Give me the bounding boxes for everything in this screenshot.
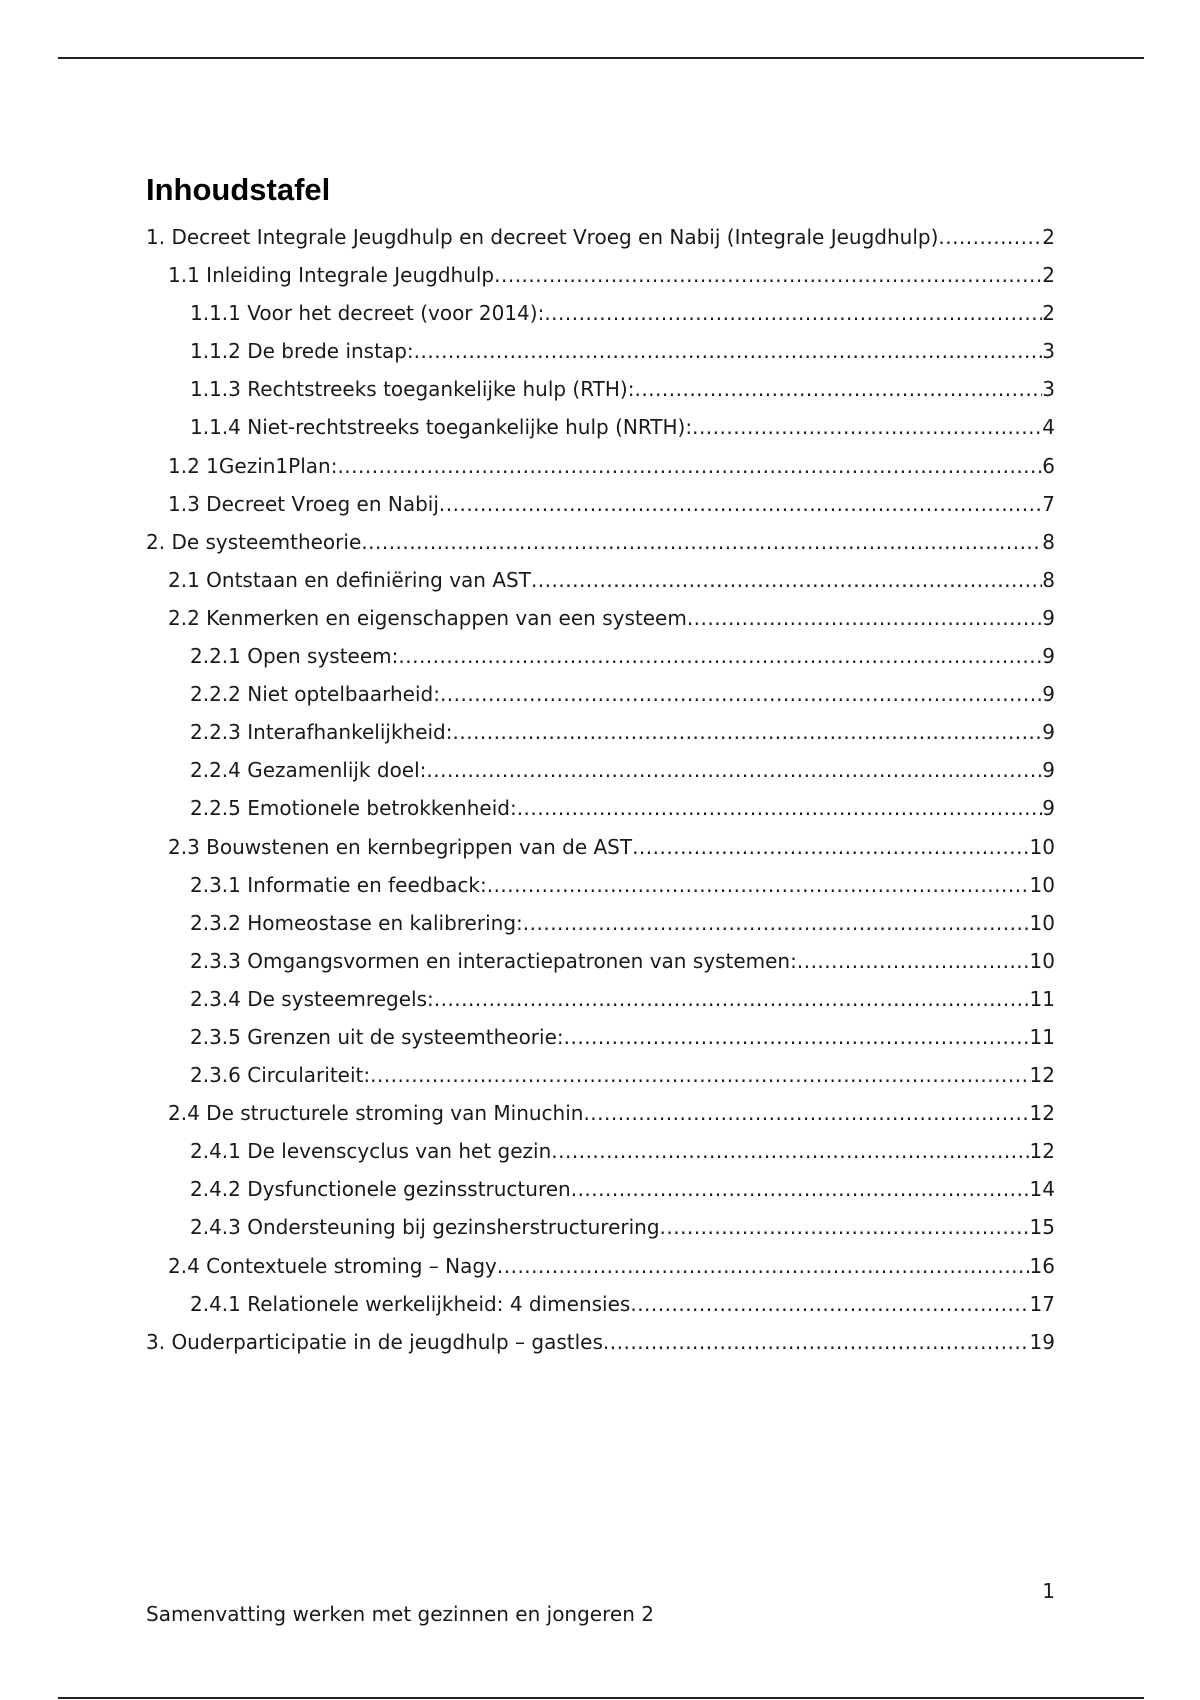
toc-entry-text: 2.4.1 De levenscyclus van het gezin: [190, 1139, 552, 1164]
toc-entry-page-number: 9: [1042, 682, 1055, 707]
toc-entry[interactable]: [146, 942, 1055, 980]
toc-entry-text: 2.1 Ontstaan en definiëring van AST: [168, 567, 531, 592]
toc-entry-text: 2.4.2 Dysfunctionele gezinsstructuren: [190, 1177, 571, 1202]
toc-entry-page-number: 12: [1029, 1063, 1055, 1088]
toc-dot-leader: [487, 866, 1030, 904]
toc-entry-text: 2.2.1 Open systeem:: [190, 644, 399, 669]
toc-entry-page-number: 11: [1029, 1024, 1055, 1049]
toc-title: Inhoudstafel: [146, 172, 331, 207]
toc-entry-text: 2.2.2 Niet optelbaarheid:: [190, 682, 440, 707]
toc-entry-page-number: 9: [1042, 758, 1055, 783]
toc-dot-leader: [337, 447, 1042, 485]
toc-entry-page-number: 3: [1042, 377, 1055, 402]
toc-entry-text: 2.3.3 Omgangsvormen en interactiepatronen van systemen:: [190, 948, 797, 973]
toc-entry-page-number: 10: [1029, 872, 1055, 897]
toc-entry[interactable]: [146, 218, 1055, 256]
header-rule: [58, 57, 1144, 59]
toc-dot-leader: [440, 675, 1042, 713]
toc-entry-text: 2.3 Bouwstenen en kernbegrippen van de AST: [168, 834, 633, 859]
toc-entry[interactable]: [146, 1094, 1055, 1132]
toc-entry[interactable]: [146, 1056, 1055, 1094]
toc-entry-text: 2. De systeemtheorie: [146, 529, 362, 554]
toc-entry-text: 2.2.4 Gezamenlijk doel:: [190, 758, 427, 783]
toc-entry-text: 2.2 Kenmerken en eigenschappen van een systeem: [168, 605, 687, 630]
toc-entry-page-number: 19: [1029, 1329, 1055, 1354]
toc-entry-text: 1.1.2 De brede instap:: [190, 339, 414, 364]
toc-entry[interactable]: [146, 828, 1055, 866]
toc-entry[interactable]: [146, 751, 1055, 789]
toc-dot-leader: [687, 599, 1042, 637]
page-number: 1: [1042, 1579, 1055, 1603]
toc-dot-leader: [531, 561, 1042, 599]
toc-entry-text: 2.4 Contextuele stroming – Nagy: [168, 1253, 497, 1278]
toc-entry-page-number: 10: [1029, 834, 1055, 859]
toc-entry-text: 1.3 Decreet Vroeg en Nabij: [168, 491, 439, 516]
toc-dot-leader: [583, 1094, 1029, 1132]
toc-dot-leader: [551, 1132, 1029, 1170]
toc-dot-leader: [497, 1247, 1030, 1285]
toc-entry-page-number: 2: [1042, 225, 1055, 249]
toc-dot-leader: [398, 637, 1042, 675]
toc-entry-text: 1. Decreet Integrale Jeugdhulp en decreet Vroeg en Nabij (Integrale Jeugdhulp): [146, 225, 939, 249]
toc-dot-leader: [632, 828, 1029, 866]
footer-document-title: Samenvatting werken met gezinnen en jongeren 2: [146, 1602, 654, 1626]
toc-entry[interactable]: [146, 1170, 1055, 1208]
toc-dot-leader: [523, 904, 1030, 942]
toc-entry-page-number: 6: [1042, 453, 1055, 478]
toc-entry[interactable]: [146, 637, 1055, 675]
table-of-contents: [146, 218, 1055, 1361]
toc-entry[interactable]: [146, 1247, 1055, 1285]
toc-dot-leader: [517, 789, 1043, 827]
toc-dot-leader: [434, 980, 1030, 1018]
toc-entry-page-number: 17: [1029, 1291, 1055, 1316]
toc-entry-text: 1.1.3 Rechtstreeks toegankelijke hulp (RTH):: [190, 377, 635, 402]
toc-entry[interactable]: [146, 904, 1055, 942]
toc-entry[interactable]: [146, 447, 1055, 485]
toc-dot-leader: [494, 256, 1042, 294]
toc-entry-page-number: 4: [1042, 415, 1055, 440]
toc-entry-page-number: 9: [1042, 796, 1055, 821]
toc-entry-page-number: 12: [1029, 1139, 1055, 1164]
toc-entry-text: 2.4 De structurele stroming van Minuchin: [168, 1101, 584, 1126]
toc-entry-page-number: 14: [1029, 1177, 1055, 1202]
toc-entry-page-number: 7: [1042, 491, 1055, 516]
toc-dot-leader: [938, 218, 1042, 256]
toc-dot-leader: [634, 370, 1042, 408]
toc-entry[interactable]: [146, 485, 1055, 523]
toc-entry-page-number: 9: [1042, 644, 1055, 669]
toc-entry-text: 2.3.6 Circulariteit:: [190, 1063, 371, 1088]
toc-entry-text: 2.4.3 Ondersteuning bij gezinsherstructurering: [190, 1215, 660, 1240]
toc-entry-page-number: 2: [1042, 263, 1055, 288]
toc-entry-text: 1.2 1Gezin1Plan:: [168, 453, 338, 478]
toc-entry-text: 2.2.5 Emotionele betrokkenheid:: [190, 796, 517, 821]
toc-entry-text: 2.3.1 Informatie en feedback:: [190, 872, 487, 897]
toc-entry[interactable]: [146, 523, 1055, 561]
toc-entry-text: 2.3.5 Grenzen uit de systeemtheorie:: [190, 1024, 564, 1049]
toc-entry-page-number: 15: [1029, 1215, 1055, 1240]
toc-entry[interactable]: [146, 789, 1055, 827]
toc-entry-page-number: 8: [1042, 567, 1055, 592]
toc-entry-page-number: 2: [1042, 301, 1055, 326]
toc-entry-page-number: 10: [1029, 948, 1055, 973]
toc-entry[interactable]: [146, 561, 1055, 599]
toc-dot-leader: [370, 1056, 1029, 1094]
toc-entry-page-number: 10: [1029, 910, 1055, 935]
toc-entry-page-number: 9: [1042, 720, 1055, 745]
toc-entry-page-number: 8: [1042, 529, 1055, 554]
toc-entry-text: 1.1 Inleiding Integrale Jeugdhulp: [168, 263, 495, 288]
toc-entry[interactable]: [146, 256, 1055, 294]
toc-dot-leader: [426, 751, 1042, 789]
toc-entry-page-number: 11: [1029, 986, 1055, 1011]
toc-entry-page-number: 9: [1042, 605, 1055, 630]
toc-dot-leader: [630, 1285, 1029, 1323]
toc-dot-leader: [544, 294, 1042, 332]
toc-entry[interactable]: [146, 332, 1055, 370]
toc-entry[interactable]: [146, 1208, 1055, 1246]
toc-entry-text: 2.3.2 Homeostase en kalibrering:: [190, 910, 523, 935]
toc-dot-leader: [797, 942, 1030, 980]
toc-entry-page-number: 12: [1029, 1101, 1055, 1126]
toc-dot-leader: [692, 408, 1042, 446]
toc-entry[interactable]: [146, 675, 1055, 713]
toc-entry[interactable]: [146, 713, 1055, 751]
toc-dot-leader: [603, 1323, 1030, 1361]
toc-entry-text: 2.3.4 De systeemregels:: [190, 986, 434, 1011]
toc-dot-leader: [361, 523, 1042, 561]
toc-entry[interactable]: [146, 866, 1055, 904]
toc-dot-leader: [414, 332, 1043, 370]
toc-entry[interactable]: [146, 1018, 1055, 1056]
toc-entry-text: 1.1.1 Voor het decreet (voor 2014):: [190, 301, 545, 326]
toc-entry[interactable]: [146, 1285, 1055, 1323]
toc-entry[interactable]: [146, 1132, 1055, 1170]
toc-entry[interactable]: [146, 980, 1055, 1018]
toc-entry-page-number: 16: [1029, 1253, 1055, 1278]
toc-dot-leader: [571, 1170, 1030, 1208]
toc-entry-text: 2.4.1 Relationele werkelijkheid: 4 dimensies: [190, 1291, 631, 1316]
toc-dot-leader: [660, 1208, 1030, 1246]
toc-dot-leader: [453, 713, 1043, 751]
toc-dot-leader: [439, 485, 1042, 523]
toc-entry-text: 3. Ouderparticipatie in de jeugdhulp – gastles: [146, 1329, 603, 1354]
toc-dot-leader: [564, 1018, 1030, 1056]
toc-entry[interactable]: [146, 370, 1055, 408]
toc-entry[interactable]: [146, 1323, 1055, 1361]
footer-rule: [58, 1697, 1144, 1699]
toc-entry[interactable]: [146, 408, 1055, 446]
toc-entry[interactable]: [146, 294, 1055, 332]
toc-entry-page-number: 3: [1042, 339, 1055, 364]
toc-entry-text: 2.2.3 Interafhankelijkheid:: [190, 720, 453, 745]
toc-entry-text: 1.1.4 Niet-rechtstreeks toegankelijke hulp (NRTH):: [190, 415, 693, 440]
toc-entry[interactable]: [146, 599, 1055, 637]
